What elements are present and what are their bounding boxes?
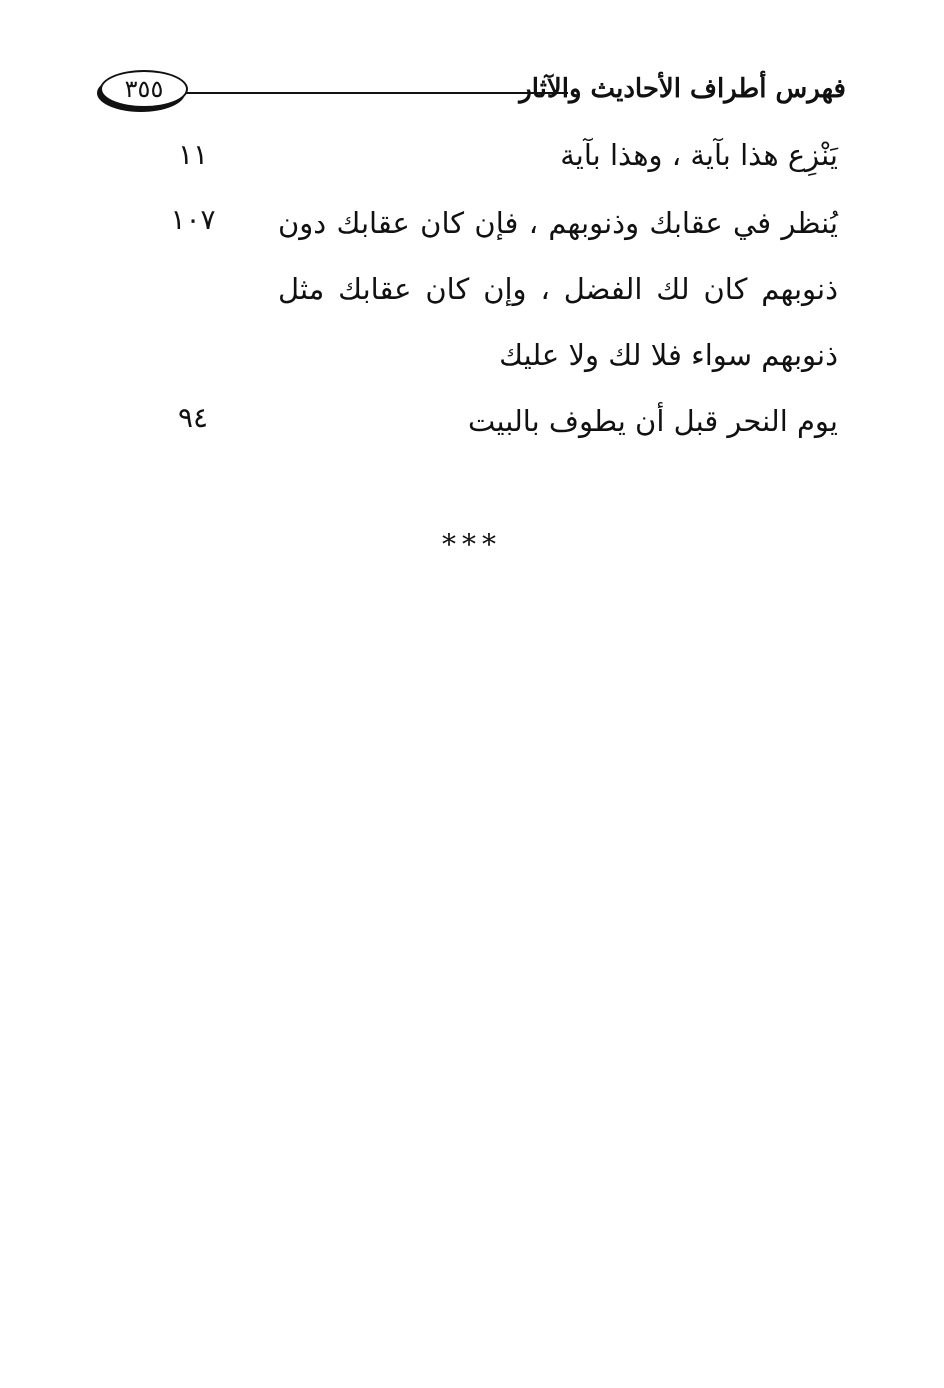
- index-entry-text: يَنْزِع هذا بآية ، وهذا بآية: [560, 138, 838, 172]
- index-entry-ref: ١١: [177, 138, 209, 171]
- index-entry-ref: ١٠٧: [170, 203, 216, 236]
- page-number-badge: ٣٥٥: [100, 70, 188, 108]
- header-rule: [186, 92, 568, 94]
- index-entry-text: يوم النحر قبل أن يطوف بالبيت: [467, 404, 838, 438]
- running-title: فهرس أطراف الأحاديث والآثار: [519, 74, 846, 104]
- page-header: [100, 68, 846, 112]
- index-entry-text: يُنظر في عقابك وذنوبهم ، فإن كان عقابك دون ذنوبهم كان لك الفضل ، وإن كان عقابك مثل ذنوبهم سواء فلا لك ولا عليك: [278, 206, 838, 372]
- section-separator: ***: [442, 528, 502, 561]
- index-entry-ref: ٩٤: [177, 401, 209, 434]
